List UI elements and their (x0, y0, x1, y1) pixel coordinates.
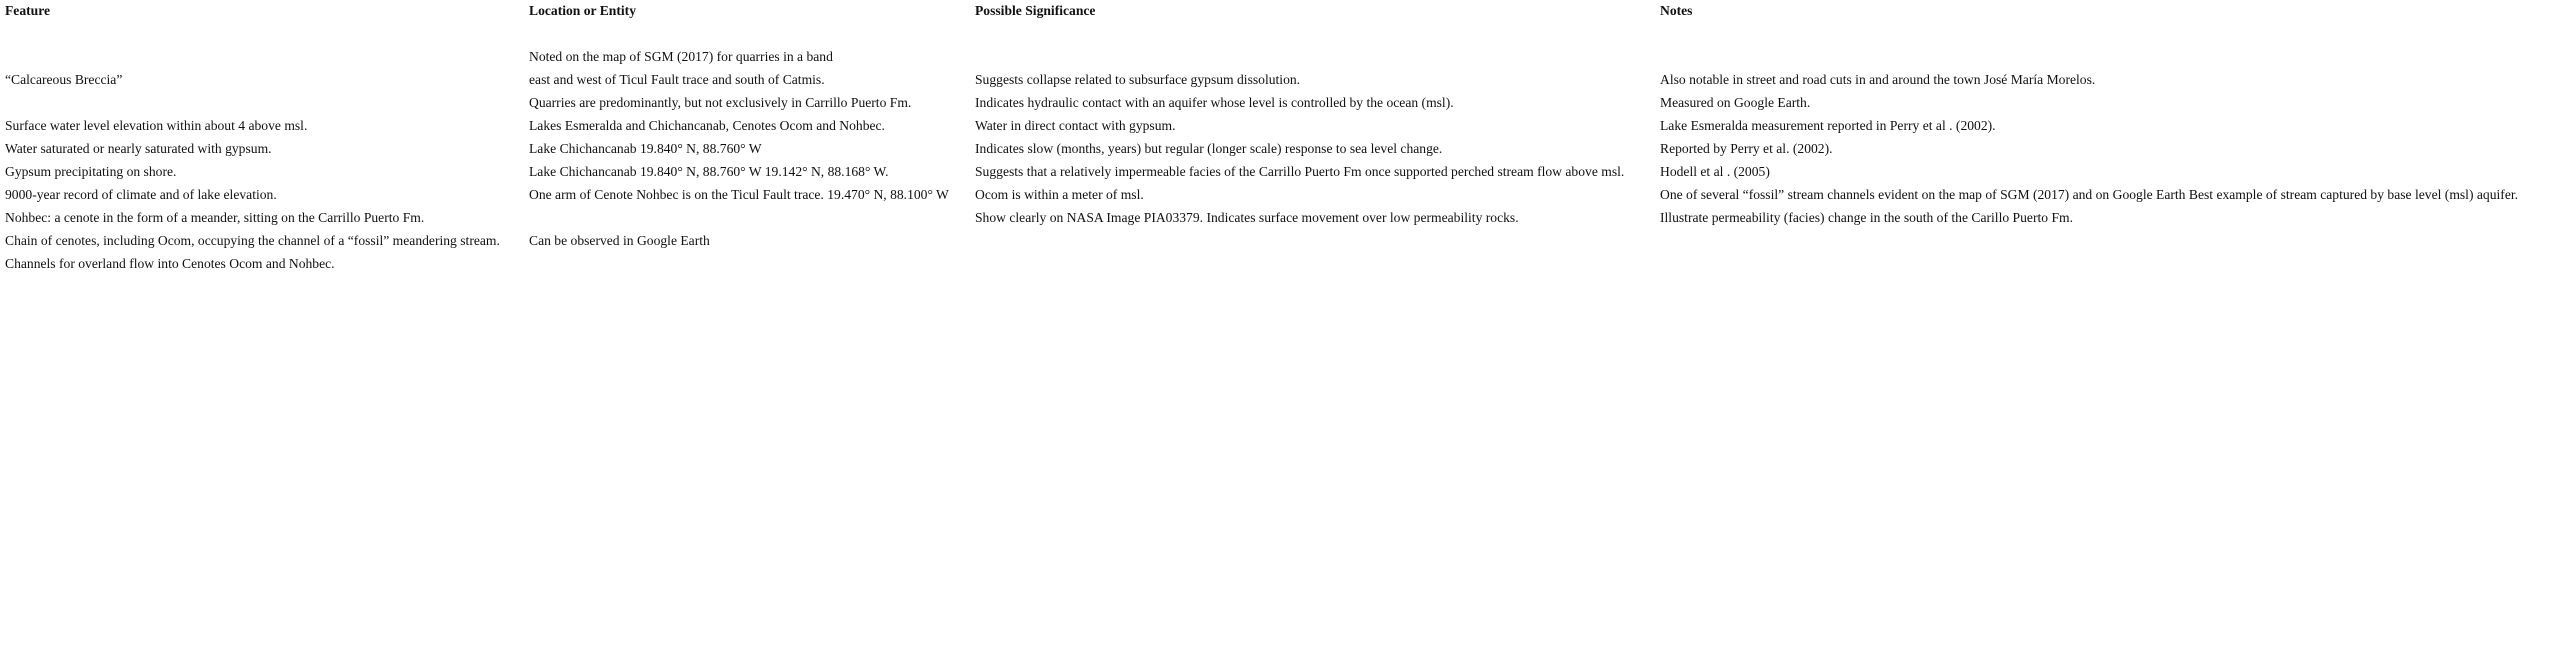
significance-cell: Ocom is within a meter of msl. (975, 187, 1144, 202)
feature-cell: Channels for overland flow into Cenotes Ocom and Nohbec. (5, 256, 335, 271)
feature-cell: Chain of cenotes, including Ocom, occupying the channel of a “fossil” meandering stream. (5, 233, 500, 248)
feature-cell: Gypsum precipitating on shore. (5, 164, 177, 179)
feature-cell: Nohbec: a cenote in the form of a meander, sitting on the Carrillo Puerto Fm. (5, 210, 425, 225)
location-cell: Lake Chichancanab 19.840° N, 88.760° W 19.142° N, 88.168° W. (529, 164, 889, 179)
feature-cell: Water saturated or nearly saturated with gypsum. (5, 141, 272, 156)
location-cell: east and west of Ticul Fault trace and south of Catmis. (529, 72, 825, 87)
notes-cell: Illustrate permeability (facies) change in the south of the Carillo Puerto Fm. (1660, 210, 2073, 225)
feature-cell: 9000-year record of climate and of lake elevation. (5, 187, 277, 202)
location-cell: Lakes Esmeralda and Chichancanab, Cenotes Ocom and Nohbec. (529, 118, 885, 133)
header-feature: Feature (5, 3, 51, 18)
significance-cell: Suggests that a relatively impermeable facies of the Carrillo Puerto Fm once supported perched stream flow above msl. (975, 164, 1625, 179)
notes-cell: Measured on Google Earth. (1660, 95, 1811, 110)
significance-cell: Indicates hydraulic contact with an aquifer whose level is controlled by the ocean (msl). (975, 95, 1454, 110)
location-cell: Quarries are predominantly, but not exclusively in Carrillo Puerto Fm. (529, 95, 912, 110)
notes-cell: Also notable in street and road cuts in and around the town José María Morelos. (1660, 72, 2096, 87)
significance-cell: Indicates slow (months, years) but regular (longer scale) response to sea level change. (975, 141, 1443, 156)
location-cell: One arm of Cenote Nohbec is on the Ticul Fault trace. 19.470° N, 88.100° W (529, 187, 949, 202)
notes-cell: Reported by Perry et al. (2002). (1660, 141, 1833, 156)
header-location: Location or Entity (529, 3, 636, 18)
feature-cell: “Calcareous Breccia” (5, 72, 123, 87)
significance-cell: Suggests collapse related to subsurface gypsum dissolution. (975, 72, 1301, 87)
header-significance: Possible Significance (975, 3, 1096, 18)
feature-cell: Surface water level elevation within about 4 above msl. (5, 118, 308, 133)
significance-cell: Show clearly on NASA Image PIA03379. Indicates surface movement over low permeability rocks. (975, 210, 1519, 225)
location-cell: Can be observed in Google Earth (529, 233, 710, 248)
notes-cell: Lake Esmeralda measurement reported in Perry et al . (2002). (1660, 118, 1996, 133)
notes-cell: One of several “fossil” stream channels evident on the map of SGM (2017) and on Google Earth Best example of stream captured by base level (msl) aquifer. (1660, 187, 2519, 202)
location-cell: Noted on the map of SGM (2017) for quarries in a band (529, 49, 833, 64)
notes-cell: Hodell et al . (2005) (1660, 164, 1770, 179)
significance-cell: Water in direct contact with gypsum. (975, 118, 1176, 133)
header-notes: Notes (1660, 3, 1693, 18)
location-cell: Lake Chichancanab 19.840° N, 88.760° W (529, 141, 762, 156)
